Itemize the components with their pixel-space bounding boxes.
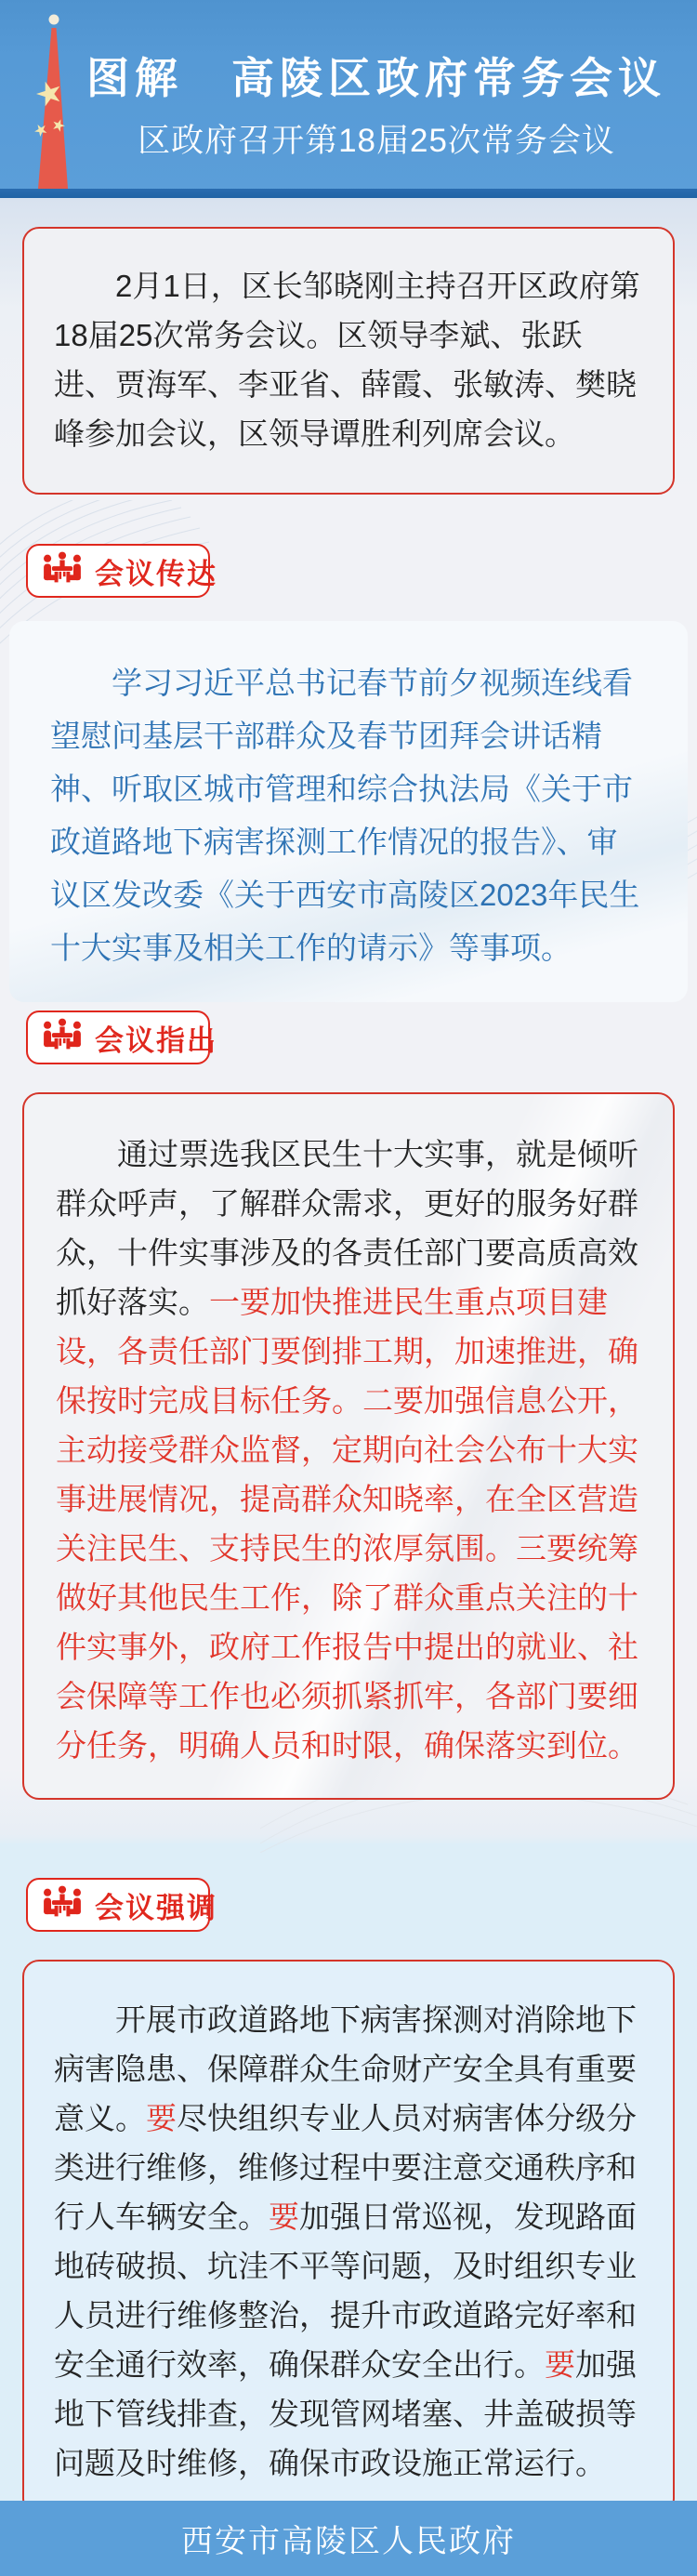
section-badge-label: 会议强调 — [95, 1891, 217, 1924]
page-subtitle: 区政府召开第18届25次常务会议 — [138, 123, 615, 159]
meeting-people-icon — [41, 1884, 84, 1925]
content-area — [0, 198, 697, 2501]
zhichu-card — [22, 1092, 675, 1800]
page-title: 图解 高陵区政府常务会议 — [86, 54, 666, 102]
qiangdiao-card — [22, 1960, 675, 2516]
intro-card — [22, 227, 675, 495]
qiangdiao-card-text: 开展市政道路地下病害探测对消除地下病害隐患、保障群众生命财产安全具有重要意义。要尽快组织专业人员对病害体分级分类进行维修，维修过程中要注意交通秩序和行人车辆安全。要加强日常巡视，发现路面地砖破损、坑洼不平等问题，及时组织专业人员进行维修整治，提升市政道路完好率和安全通行效率，确保群众安全出行。要加强地下管线排查，发现管网堵塞、井盖破损等问题及时维修，确保市政设施正常运行。 — [54, 2002, 637, 2480]
section-badge-label: 会议指出 — [95, 1024, 217, 1057]
footer-banner — [0, 2501, 697, 2576]
header-banner — [0, 0, 697, 189]
section-badge-chuanda — [26, 544, 217, 598]
zhichu-card-text: 通过票选我区民生十大实事，就是倾听群众呼声，了解群众需求，更好的服务好群众，十件实事涉及的各责任部门要高质高效抓好落实。一要加快推进民生重点项目建设，各责任部门要倒排工期，加速推进，确保按时完成目标任务。二要加强信息公开，主动接受群众监督，定期向社会公布十大实事进展情况，提高群众知晓率，在全区营造关注民生、支持民生的浓厚氛围。三要统筹做好其他民生工作，除了群众重点关注的十件实事外，政府工作报告中提出的就业、社会保障等工作也必须抓紧抓牢，各部门要细分任务，明确人员和时限，确保落实到位。 — [56, 1137, 638, 1763]
footer-text: 西安市高陵区人民政府 — [181, 2524, 516, 2559]
meeting-people-icon — [41, 550, 84, 591]
chuanda-card-text: 学习习近平总书记春节前夕视频连线看望慰问基层干部群众及春节团拜会讲话精神、听取区城市管理和综合执法局《关于市政道路地下病害探测工作情况的报告》、审议区发改委《关于西安市高陵区2023年民生十大实事及相关工作的请示》等事项。 — [50, 666, 640, 965]
section-badge-zhichu — [26, 1011, 217, 1064]
chuanda-card — [9, 621, 688, 1002]
section-badge-qiangdiao — [26, 1878, 217, 1932]
intro-card-text: 2月1日，区长邹晓刚主持召开区政府第18届25次常务会议。区领导李斌、张跃进、贾海军、李亚省、薛霞、张敏涛、樊晓峰参加会议，区领导谭胜利列席会议。 — [54, 269, 640, 451]
header-divider-band — [0, 189, 697, 198]
meeting-people-icon — [41, 1017, 84, 1058]
section-badge-label: 会议传达 — [95, 557, 217, 590]
